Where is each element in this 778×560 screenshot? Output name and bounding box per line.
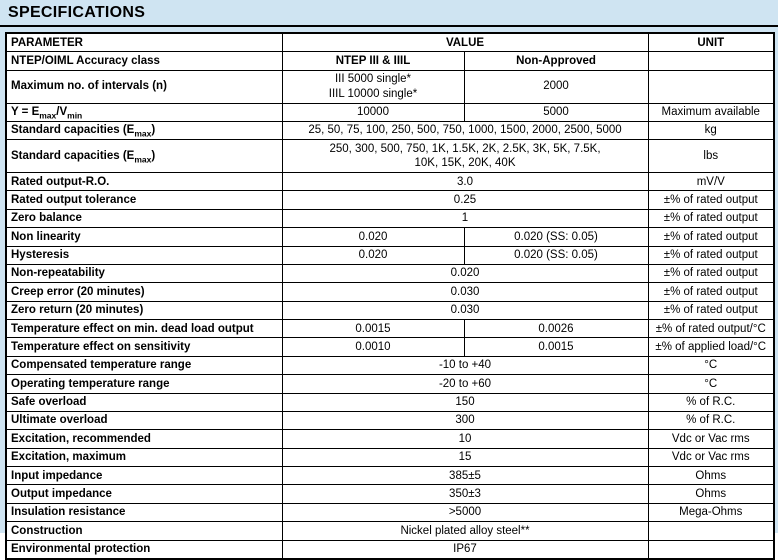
value-cell: -10 to +40 bbox=[282, 356, 648, 374]
table-row bbox=[6, 301, 774, 319]
param-cell: Operating temperature range bbox=[6, 375, 282, 393]
table-row bbox=[6, 121, 774, 139]
value-cell-approved: 0.020 bbox=[282, 246, 464, 264]
header-parameter: PARAMETER bbox=[6, 33, 282, 52]
unit-cell: lbs bbox=[648, 140, 774, 173]
unit-cell: kg bbox=[648, 121, 774, 139]
unit-cell: Maximum available bbox=[648, 103, 774, 121]
table-row bbox=[6, 467, 774, 485]
table-row bbox=[6, 393, 774, 411]
param-cell: Input impedance bbox=[6, 467, 282, 485]
unit-cell: ±% of rated output bbox=[648, 191, 774, 209]
value-cell: 1 bbox=[282, 209, 648, 227]
unit-cell: % of R.C. bbox=[648, 393, 774, 411]
param-cell: Hysteresis bbox=[6, 246, 282, 264]
value-cell: 250, 300, 500, 750, 1K, 1.5K, 2K, 2.5K, 3K, 5K, 7.5K, 10K, 15K, 20K, 40K bbox=[282, 140, 648, 173]
table-row bbox=[6, 103, 774, 121]
table-row bbox=[6, 448, 774, 466]
value-cell: 0.25 bbox=[282, 191, 648, 209]
value-cell: 385±5 bbox=[282, 467, 648, 485]
table-row bbox=[6, 338, 774, 356]
param-cell: Ultimate overload bbox=[6, 411, 282, 429]
param-cell: Compensated temperature range bbox=[6, 356, 282, 374]
param-cell: Maximum no. of intervals (n) bbox=[6, 70, 282, 103]
unit-cell: ±% of rated output bbox=[648, 246, 774, 264]
table-row bbox=[6, 540, 774, 559]
table-row bbox=[6, 430, 774, 448]
table-row bbox=[6, 411, 774, 429]
param-cell: Safe overload bbox=[6, 393, 282, 411]
param-cell: Zero balance bbox=[6, 209, 282, 227]
value-cell: 300 bbox=[282, 411, 648, 429]
value-cell: >5000 bbox=[282, 503, 648, 521]
value-cell-nonapproved: 0.0015 bbox=[464, 338, 648, 356]
table-row bbox=[6, 52, 774, 70]
value-cell-approved: 10000 bbox=[282, 103, 464, 121]
param-cell: Creep error (20 minutes) bbox=[6, 283, 282, 301]
unit-cell: ±% of rated output bbox=[648, 264, 774, 282]
title-bar bbox=[0, 4, 778, 22]
unit-cell bbox=[648, 540, 774, 559]
unit-cell: mV/V bbox=[648, 173, 774, 191]
value-cell-nonapproved: 2000 bbox=[464, 70, 648, 103]
title-rule bbox=[0, 25, 778, 27]
spec-table-body bbox=[6, 52, 774, 559]
value-cell: 0.030 bbox=[282, 301, 648, 319]
table-row bbox=[6, 320, 774, 338]
value-cell: 10 bbox=[282, 430, 648, 448]
unit-cell: °C bbox=[648, 375, 774, 393]
param-cell: NTEP/OIML Accuracy class bbox=[6, 52, 282, 70]
param-cell: Construction bbox=[6, 522, 282, 540]
unit-cell: Vdc or Vac rms bbox=[648, 430, 774, 448]
value-cell: Nickel plated alloy steel** bbox=[282, 522, 648, 540]
param-cell: Insulation resistance bbox=[6, 503, 282, 521]
value-cell: IP67 bbox=[282, 540, 648, 559]
value-cell-approved: NTEP III & IIIL bbox=[282, 52, 464, 70]
value-cell: 0.030 bbox=[282, 283, 648, 301]
table-row bbox=[6, 140, 774, 173]
unit-cell: ±% of rated output bbox=[648, 228, 774, 246]
param-cell: Zero return (20 minutes) bbox=[6, 301, 282, 319]
unit-cell: ±% of rated output bbox=[648, 301, 774, 319]
page-title: SPECIFICATIONS bbox=[8, 4, 146, 21]
param-cell: Excitation, maximum bbox=[6, 448, 282, 466]
value-cell-approved: 0.0015 bbox=[282, 320, 464, 338]
unit-cell: °C bbox=[648, 356, 774, 374]
table-header bbox=[6, 33, 774, 52]
param-cell: Rated output tolerance bbox=[6, 191, 282, 209]
value-cell: 350±3 bbox=[282, 485, 648, 503]
unit-cell: Mega-Ohms bbox=[648, 503, 774, 521]
unit-cell: ±% of applied load/°C bbox=[648, 338, 774, 356]
header-unit: UNIT bbox=[648, 33, 774, 52]
param-cell: Excitation, recommended bbox=[6, 430, 282, 448]
param-cell: Temperature effect on sensitivity bbox=[6, 338, 282, 356]
value-cell-approved: 0.0010 bbox=[282, 338, 464, 356]
table-row bbox=[6, 246, 774, 264]
table-row bbox=[6, 173, 774, 191]
value-cell: 3.0 bbox=[282, 173, 648, 191]
unit-cell: % of R.C. bbox=[648, 411, 774, 429]
value-cell-approved: 0.020 bbox=[282, 228, 464, 246]
unit-cell: ±% of rated output bbox=[648, 209, 774, 227]
table-row bbox=[6, 209, 774, 227]
value-cell: 25, 50, 75, 100, 250, 500, 750, 1000, 1500, 2000, 2500, 5000 bbox=[282, 121, 648, 139]
unit-cell: Ohms bbox=[648, 467, 774, 485]
header-value: VALUE bbox=[282, 33, 648, 52]
table-row bbox=[6, 485, 774, 503]
header-row bbox=[6, 33, 774, 52]
value-cell: 0.020 bbox=[282, 264, 648, 282]
unit-cell: Ohms bbox=[648, 485, 774, 503]
unit-cell bbox=[648, 70, 774, 103]
unit-cell: Vdc or Vac rms bbox=[648, 448, 774, 466]
param-cell: Temperature effect on min. dead load output bbox=[6, 320, 282, 338]
value-cell-nonapproved: Non-Approved bbox=[464, 52, 648, 70]
table-row bbox=[6, 283, 774, 301]
table-row bbox=[6, 356, 774, 374]
table-row bbox=[6, 264, 774, 282]
unit-cell bbox=[648, 52, 774, 70]
table-row bbox=[6, 375, 774, 393]
param-cell: Non-repeatability bbox=[6, 264, 282, 282]
value-cell-nonapproved: 0.020 (SS: 0.05) bbox=[464, 228, 648, 246]
param-cell: Standard capacities $(E_{max})$ bbox=[6, 140, 282, 173]
table-row bbox=[6, 228, 774, 246]
param-cell: Output impedance bbox=[6, 485, 282, 503]
value-cell: -20 to +60 bbox=[282, 375, 648, 393]
unit-cell: ±% of rated output bbox=[648, 283, 774, 301]
value-cell-nonapproved: 0.020 (SS: 0.05) bbox=[464, 246, 648, 264]
value-cell-nonapproved: 0.0026 bbox=[464, 320, 648, 338]
table-row bbox=[6, 70, 774, 103]
value-cell: 150 bbox=[282, 393, 648, 411]
param-cell: Environmental protection bbox=[6, 540, 282, 559]
unit-cell: ±% of rated output/°C bbox=[648, 320, 774, 338]
value-cell: 15 bbox=[282, 448, 648, 466]
specifications-table bbox=[5, 32, 775, 560]
table-row bbox=[6, 503, 774, 521]
param-cell: Non linearity bbox=[6, 228, 282, 246]
param-cell: Standard capacities $(E_{max})$ bbox=[6, 121, 282, 139]
unit-cell bbox=[648, 522, 774, 540]
param-cell: Rated output-R.O. bbox=[6, 173, 282, 191]
param-cell: $Y = E_{max}/V_{min}$ bbox=[6, 103, 282, 121]
value-cell-approved: III 5000 single* IIIL 10000 single* bbox=[282, 70, 464, 103]
table-row bbox=[6, 191, 774, 209]
table-row bbox=[6, 522, 774, 540]
value-cell-nonapproved: 5000 bbox=[464, 103, 648, 121]
